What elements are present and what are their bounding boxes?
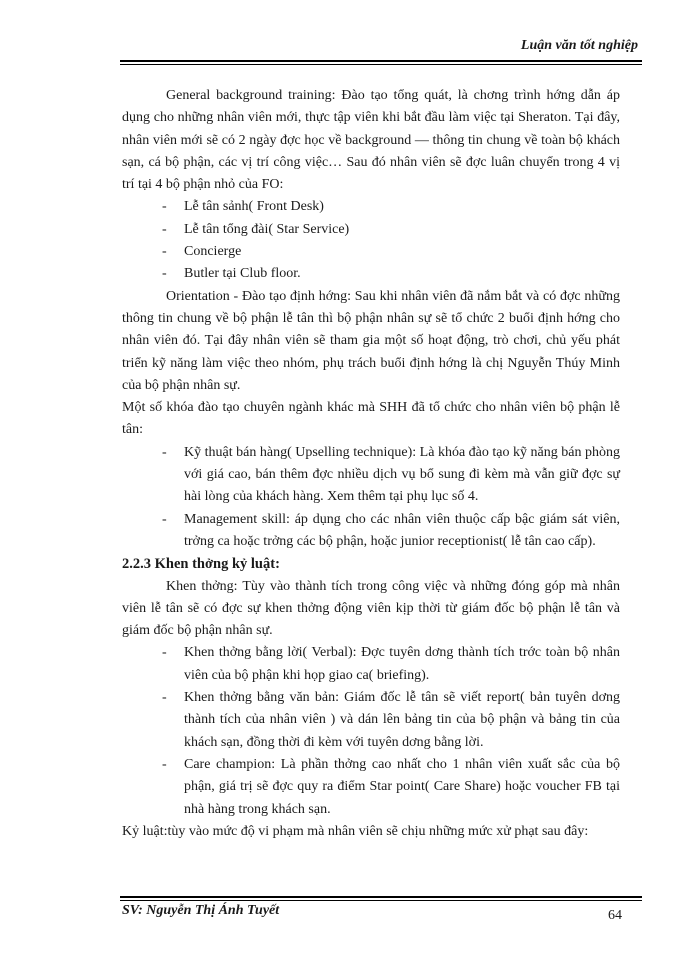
list-item: - Care champion: Là phần thởng cao nhất cho 1 nhân viên xuất sắc của bộ phận, giá trị sẽ đợc quy ra điểm Star point( Care Share) hoặc voucher FB tại nhà hàng trong khách sạn.	[122, 754, 620, 821]
list-item: - Khen thởng bằng văn bản: Giám đốc lễ tân sẽ viết report( bản tuyên dơng thành tích của nhân viên ) và dán lên bảng tin của bộ phận và bảng tin của khách sạn, đồng thời đi kèm với tuyên dơng bằng lời.	[122, 687, 620, 754]
list-item: - Concierge	[122, 241, 620, 263]
list-item: - Lễ tân sảnh( Front Desk)	[122, 196, 620, 218]
paragraph-orientation: Orientation - Đào tạo định hớng: Sau khi nhân viên đã nắm bắt và có đợc những thông tin chung về bộ phận lễ tân thì bộ phận nhân sự sẽ tổ chức 2 buổi định hớng cho nhân viên đó. Tại đây nhân viên sẽ tham gia một số hoạt động, trò chơi, chủ yếu phát triển kỹ năng làm việc theo nhóm, phụ trách buổi định hớng là chị Nguyễn Thúy Minh của bộ phận nhân sự.	[122, 288, 620, 393]
footer-author: SV: Nguyễn Thị Ánh Tuyết	[122, 903, 280, 918]
header-rule	[120, 60, 642, 65]
page-number: 64	[608, 908, 622, 923]
list-item: - Lễ tân tổng đài( Star Service)	[122, 219, 620, 241]
list-item: - Management skill: áp dụng cho các nhân viên thuộc cấp bậc giám sát viên, trởng ca hoặc trởng các bộ phận, hoặc junior receptionist( lễ tân cao cấp).	[122, 509, 620, 554]
courses-list	[122, 442, 620, 553]
section-heading: 2.2.3 Khen thởng kỷ luật:	[122, 556, 280, 573]
list-item: - Khen thởng bằng lời( Verbal): Đợc tuyên dơng thành tích trớc toàn bộ nhân viên của bộ phận khi họp giao ca( briefing).	[122, 642, 620, 687]
paragraph-other-courses: Một số khóa đào tạo chuyên ngành khác mà SHH đã tổ chức cho nhân viên bộ phận lễ tân:	[122, 400, 620, 438]
page-body	[122, 85, 620, 843]
footer-rule	[120, 896, 642, 901]
header-title: Luận văn tốt nghiệp	[520, 38, 638, 53]
list-item: - Kỹ thuật bán hàng( Upselling technique): Là khóa đào tạo kỹ năng bán phòng với giá cao, bán thêm đợc nhiều dịch vụ bổ sung đi kèm mà vẫn giữ đợc sự hài lòng của khách hàng. Xem thêm tại phụ lục số 4.	[122, 442, 620, 509]
fo-positions-list	[122, 196, 620, 285]
rewards-list	[122, 642, 620, 820]
paragraph-general-training: General background training: Đào tạo tổng quát, là chơng trình hớng dẫn áp dụng cho những nhân viên mới, thực tập viên khi bắt đầu làm việc tại Sheraton. Tại đây, nhân viên mới sẽ có 2 ngày đợc học về background — thông tin chung về toàn bộ khách sạn, cá bộ phận, các vị trí công việc… Sau đó nhân viên sẽ đợc luân chuyển trong 4 vị trí tại 4 bộ phận nhỏ của FO:	[122, 88, 620, 193]
paragraph-rewards: Khen thởng: Tùy vào thành tích trong công việc và những đóng góp mà nhân viên lễ tân sẽ có đợc sự khen thởng động viên kịp thời từ giám đốc bộ phận lễ tân và giám đốc bộ phận nhân sự.	[122, 578, 620, 639]
paragraph-discipline: Kỷ luật:tùy vào mức độ vi phạm mà nhân viên sẽ chịu những mức xử phạt sau đây:	[122, 823, 589, 839]
list-item: - Butler tại Club floor.	[122, 263, 620, 285]
